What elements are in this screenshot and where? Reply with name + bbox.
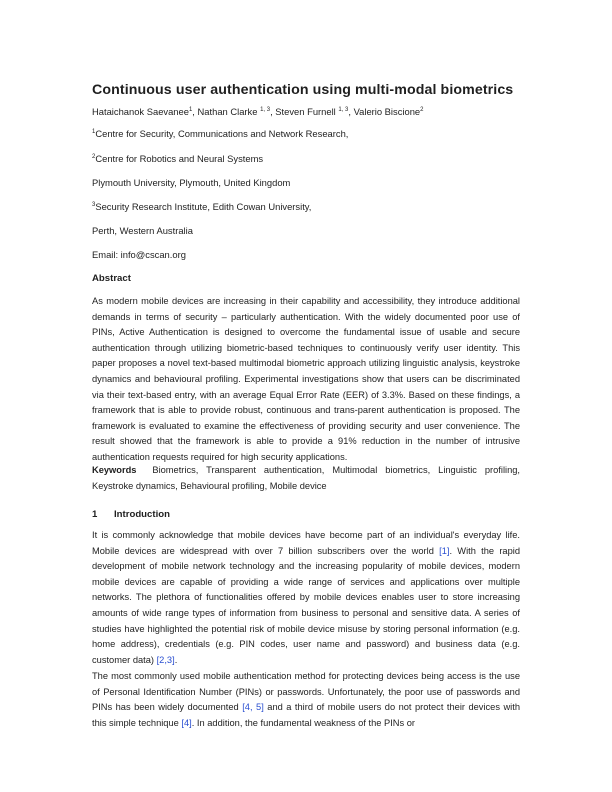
- section-number: 1: [92, 509, 98, 520]
- author-affiliation-mark: 1: [188, 106, 193, 113]
- citation-link[interactable]: [4]: [181, 717, 192, 728]
- intro-paragraph-1: It is commonly acknowledge that mobile devices have become part of an individual's everyday life. Mobile devices are widespread with over 7 billion subscribers over the world [1]. With the rapid development of mobile network technology and the increasing popularity of mobile devices, modern mobile devices are capable of providing a wide range of services and applications over multiple networks. The plethora of functionalities offered by mobile devices enables user to store increasing amounts of wide range types of information from business to personal and sensitive data. A series of studies have highlighted the potential risk of mobile device misuse by storing personal information (e.g. home address), credentials (e.g. PIN codes, user name and password) and business data (e.g. customer data) [2,3].: [92, 530, 520, 665]
- citation-link[interactable]: [4, 5]: [242, 702, 264, 713]
- affiliation-line: Perth, Western Australia: [92, 225, 193, 236]
- author-name: Hataichanok Saevanee: [92, 106, 189, 117]
- keywords-list: Biometrics, Transparent authentication, Multimodal biometrics, Linguistic profiling, Keystroke dynamics, Behavioural profiling, Mobile device: [92, 465, 521, 491]
- citation-link[interactable]: [2,3]: [156, 654, 175, 665]
- abstract-body: As modern mobile devices are increasing in their capability and accessibility, they introduce additional demands in terms of security – particularly authentication. With the widely documented poor use of PINs, Active Authentication is designed to overcome the fundamental issue of usable and secure authentication through utilizing biometric-based techniques to continuously verify user identity. This paper proposes a novel text-based multimodal biometric approach utilizing linguistic analysis, keystroke dynamics and behavioural profiling. Experimental investigations show that users can be discriminated via their text-based entry, with an average Equal Error Rate (EER) of 3.3%. Based on these findings, a framework that is able to provide robust, continuous and trans-parent authentication is proposed. The framework is evaluated to examine the effectiveness of providing security and user convenience. The result showed that the framework is able to provide a 91% reduction in the number of intrusive authentication requests required for high security applications.: [92, 296, 520, 462]
- keywords-paragraph: [92, 463, 520, 494]
- paper-title: Continuous user authentication using multi-modal biometrics: [92, 82, 514, 98]
- section-heading: [92, 509, 170, 520]
- affiliation-line: Plymouth University, Plymouth, United Kingdom: [92, 177, 291, 188]
- section-title: Introduction: [114, 509, 170, 520]
- affiliation-line: $^1$Centre for Security, Communications and Network Research,: [92, 128, 349, 139]
- author-list: Hataichanok Saevanee$^1$, Nathan Clarke $^{1, 3}$, Steven Furnell $^{1, 3}$, Valerio Biscione$^2$: [92, 106, 424, 117]
- citation-link[interactable]: [1]: [439, 545, 450, 556]
- author-name: Steven Furnell: [275, 106, 336, 117]
- affiliation-line: $^2$Centre for Robotics and Neural Systems: [92, 153, 264, 164]
- author-name: Nathan Clarke: [197, 106, 258, 117]
- author-name: Valerio Biscione: [353, 106, 421, 117]
- keywords-label: Keywords: [92, 465, 137, 475]
- affiliation-line: $^3$Security Research Institute, Edith Cowan University,: [92, 201, 312, 212]
- author-affiliation-mark: 1, 3: [260, 106, 271, 113]
- contact-email: Email: info@cscan.org: [92, 249, 186, 260]
- author-affiliation-mark: 2: [420, 106, 424, 113]
- abstract-heading: Abstract: [92, 273, 131, 284]
- intro-paragraph-2: The most commonly used mobile authentication method for protecting devices being access is the use of Personal Identification Number (PINs) or passwords. Unfortunately, the poor use of passwords and PINs has been widely documented [4, 5] and a third of mobile users do not protect their devices with this simple technique [4]. In addition, the fundamental weakness of the PINs or: [92, 671, 520, 728]
- author-affiliation-mark: 1, 3: [338, 106, 349, 113]
